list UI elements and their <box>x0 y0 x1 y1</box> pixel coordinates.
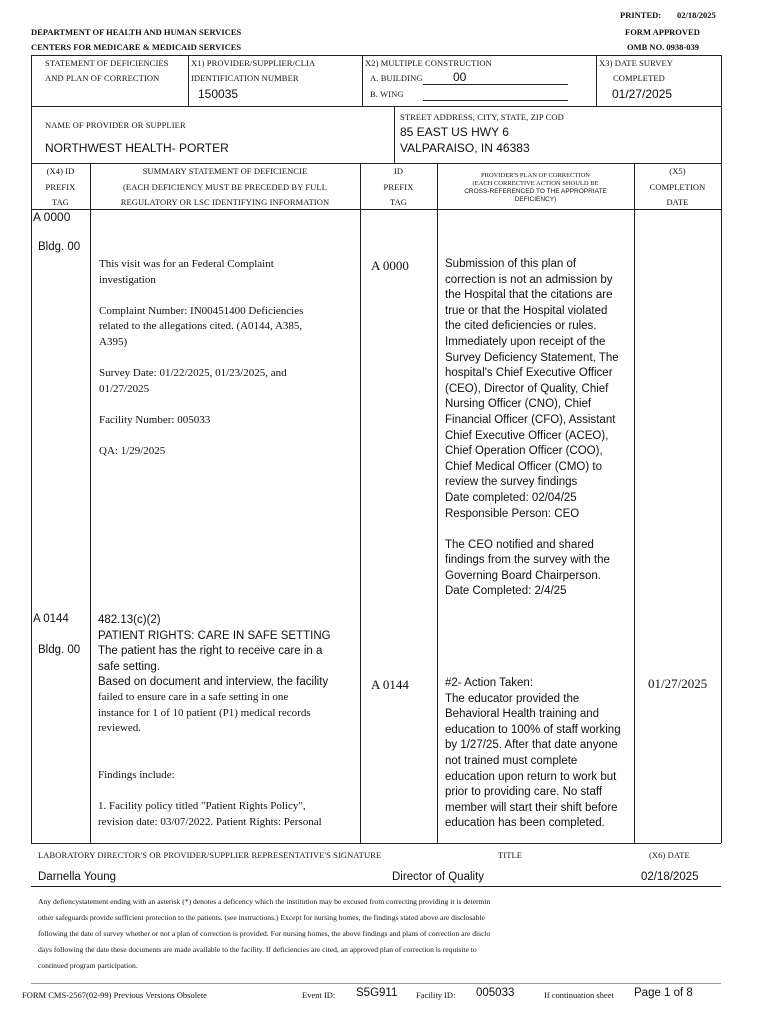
col-id-line2: PREFIX <box>383 182 414 192</box>
signer-title: Director of Quality <box>392 871 485 883</box>
summary-line <box>99 351 357 367</box>
plan-line: the Hospital that the citations are <box>445 289 613 302</box>
facility-id: 005033 <box>476 987 515 999</box>
summary-line: PATIENT RIGHTS: CARE IN SAFE SETTING <box>98 629 331 642</box>
event-id-label: Event ID: <box>302 990 336 1000</box>
omb-number: OMB NO. 0938-039 <box>627 42 700 52</box>
address-line-1: 85 EAST US HWY 6 <box>400 125 509 139</box>
plan-line: Responsible Person: CEO <box>445 507 580 520</box>
col-plan-line3: CROSS-REFERENCED TO THE APPROPRIATE <box>464 188 607 195</box>
col-id-line3: TAG <box>389 197 408 207</box>
disclaimer-line: days following the date these documents are made available to the facility. If deficiencies are cited, an approved plan of correction is requisite to <box>38 945 477 954</box>
summary-line: revision date: 03/07/2022. Patient Rights: Personal <box>98 815 322 828</box>
disclaimer-line: Any defiencystatement ending with an asterisk (*) denotes a deficency which the institution may be excused from correcting providing it is determin <box>38 897 491 906</box>
plan-line: the cited deficiencies or rules. <box>445 320 597 333</box>
summary-line: 482.13(c)(2) <box>98 614 161 626</box>
x1-label-2: IDENTIFICATION NUMBER <box>191 73 299 83</box>
cms-title: CENTERS FOR MEDICARE & MEDICAID SERVICES <box>31 42 242 52</box>
rule <box>90 163 91 843</box>
printed-label: PRINTED: <box>620 10 662 20</box>
summary-line: QA: 1/29/2025 <box>99 445 166 458</box>
rule <box>188 55 189 106</box>
rule <box>394 106 395 163</box>
plan-line: Chief Operation Officer (COO), <box>445 445 603 458</box>
signature-date: 02/18/2025 <box>641 871 699 883</box>
summary-line: The patient has the right to receive care in a <box>98 645 323 658</box>
a0144-building: Bldg. 00 <box>38 644 81 656</box>
wing-underline <box>423 100 568 101</box>
disclaimer-line: continued program participation. <box>38 961 138 970</box>
x3-label: X3) DATE SURVEY <box>599 58 674 68</box>
summary-line: instance for 1 of 10 patient (P1) medical records <box>98 706 311 719</box>
plan-line: hospital's Chief Executive Officer <box>445 367 613 380</box>
plan-line: #2- Action Taken: <box>445 677 534 689</box>
building-value: 00 <box>453 70 467 84</box>
plan-line: Chief Executive Officer (ACEO), <box>445 429 609 442</box>
title-label: TITLE <box>498 850 523 860</box>
summary-line: Based on document and interview, the facility <box>98 676 329 689</box>
rule <box>596 55 597 106</box>
col-id-line1: ID <box>393 166 404 176</box>
plan-line: (CEO), Director of Quality, Chief <box>445 382 609 395</box>
col-plan-line4: DEFICIENCY) <box>514 196 557 203</box>
a0000-summary <box>99 257 357 460</box>
plan-line: member will start their shift before <box>445 801 618 814</box>
rule <box>437 163 438 843</box>
form-number: FORM CMS-2567(02-99) Previous Versions Obsolete <box>22 990 207 1000</box>
col-plan-line1: PROVIDER'S PLAN OF CORRECTION <box>481 172 590 179</box>
a0000-building: Bldg. 00 <box>38 241 81 253</box>
plan-line: not trained must complete <box>445 754 578 767</box>
summary-line: failed to ensure care in a safe setting in one <box>98 691 289 703</box>
disclaimer <box>38 894 728 974</box>
summary-line: Facility Number: 005033 <box>99 413 211 426</box>
plan-line: The educator provided the <box>445 692 580 705</box>
a0144-summary-heading <box>98 613 358 691</box>
summary-line <box>98 737 358 753</box>
a0144-tag: A 0144 <box>33 613 69 625</box>
summary-line: reviewed. <box>98 722 142 735</box>
plan-line: Date Completed: 2/4/25 <box>445 585 567 598</box>
a0000-id: A 0000 <box>371 258 409 273</box>
plan-line: Nursing Officer (CNO), Chief <box>445 398 592 411</box>
statement-label-2: AND PLAN OF CORRECTION <box>45 73 160 83</box>
col-summary-line1: SUMMARY STATEMENT OF DEFICIENCIE <box>142 166 308 176</box>
rule <box>362 55 363 106</box>
continuation-label: If continuation sheet <box>544 990 614 1000</box>
plan-line: Survey Deficiency Statement, The <box>445 351 619 364</box>
form-approved: FORM APPROVED <box>625 27 700 37</box>
disclaimer-line: other safeguards provide sufficient protection to the patients. (see instructions.) Except for nursing homes, the findings stated above are disclosable <box>38 913 485 922</box>
x3-label-2: COMPLETED <box>613 73 665 83</box>
address-label: STREET ADDRESS, CITY, STATE, ZIP COD <box>400 112 564 122</box>
summary-line: This visit was for an Federal Complaint <box>99 258 274 270</box>
summary-line <box>99 429 357 445</box>
summary-line: Findings include: <box>98 768 175 781</box>
provider-name: NORTHWEST HEALTH- PORTER <box>45 141 229 155</box>
summary-line: 01/27/2025 <box>99 382 150 395</box>
a0144-completion-date: 01/27/2025 <box>648 676 708 691</box>
summary-line <box>99 397 357 413</box>
a0000-plan <box>445 257 633 600</box>
rule <box>31 106 721 107</box>
plan-line: education to 100% of staff working <box>445 723 621 736</box>
address-line-2: VALPARAISO, IN 46383 <box>400 141 530 155</box>
a0144-plan <box>445 676 633 832</box>
summary-line: safe setting. <box>98 660 161 673</box>
plan-line: by 1/27/25. After that date anyone <box>445 739 618 752</box>
plan-line: correction is not an admission by <box>445 273 613 286</box>
col-x5-line2: COMPLETION <box>649 182 706 192</box>
rule <box>31 886 721 887</box>
plan-line: education has been completed. <box>445 817 605 830</box>
facility-id-label: Facility ID: <box>416 990 456 1000</box>
plan-line: education upon return to work but <box>445 770 617 783</box>
plan-line: Chief Medical Officer (CMO) to <box>445 460 602 473</box>
event-id: S5G911 <box>356 987 398 999</box>
printed-date: 02/18/2025 <box>677 10 716 20</box>
plan-line: The CEO notified and shared <box>445 538 594 551</box>
col-summary-line2: (EACH DEFICIENCY MUST BE PRECEDED BY FULL <box>122 182 328 192</box>
department-title: DEPARTMENT OF HEALTH AND HUMAN SERVICES <box>31 27 242 37</box>
rule <box>634 163 635 843</box>
signature-label: LABORATORY DIRECTOR'S OR PROVIDER/SUPPLIER REPRESENTATIVE'S SIGNATURE <box>38 850 382 860</box>
rule <box>721 55 722 163</box>
summary-line <box>98 752 358 768</box>
col-x5-line1: (X5) <box>669 166 686 176</box>
disclaimer-line: following the date of survey whether or not a plan of correction is provided. For nursing homes, the above findings and plans of correction are disclo <box>38 929 491 938</box>
col-summary-line3: REGULATORY OR LSC IDENTIFYING INFORMATION <box>120 197 330 207</box>
rule <box>31 163 32 843</box>
plan-line: findings from the survey with the <box>445 554 610 567</box>
col-x4-line3: TAG <box>51 197 70 207</box>
page-number: Page 1 of 8 <box>634 987 693 999</box>
building-label: A. BUILDING <box>370 73 423 83</box>
summary-line: related to the allegations cited. (A0144, A385, <box>99 320 303 333</box>
summary-line <box>99 288 357 304</box>
col-x4-line2: PREFIX <box>45 182 76 192</box>
col-plan-line2: (EACH CORRECTIVE ACTION SHOULD BE <box>472 180 599 187</box>
a0000-tag: A 0000 <box>33 210 71 224</box>
plan-line: Financial Officer (CFO), Assistant <box>445 413 616 426</box>
provider-name-label: NAME OF PROVIDER OR SUPPLIER <box>45 120 186 130</box>
rule <box>31 983 721 984</box>
summary-line: Complaint Number: IN00451400 Deficiencies <box>99 304 304 317</box>
plan-line: review the survey findings <box>445 476 578 489</box>
summary-line: investigation <box>99 273 156 286</box>
rule <box>31 843 721 844</box>
plan-line: Date completed: 02/04/25 <box>445 491 577 504</box>
summary-line: A395) <box>99 335 128 348</box>
plan-line: Governing Board Chairperson. <box>445 569 601 582</box>
statement-label-1: STATEMENT OF DEFICIENCIES <box>45 58 169 68</box>
rule <box>31 163 721 164</box>
rule <box>360 163 361 843</box>
col-x5-line3: DATE <box>666 197 689 207</box>
plan-line: Submission of this plan of <box>445 258 577 270</box>
col-x4-line1: (X4) ID <box>46 166 75 176</box>
plan-line: true or that the Hospital violated <box>445 304 608 317</box>
provider-id: 150035 <box>198 87 239 101</box>
x2-label: X2) MULTIPLE CONSTRUCTION <box>365 58 492 68</box>
rule <box>31 55 721 56</box>
survey-date: 01/27/2025 <box>612 87 673 101</box>
plan-line: Behavioral Health training and <box>445 708 600 721</box>
summary-line <box>98 784 358 800</box>
rule <box>31 55 32 163</box>
plan-line: prior to providing care. No staff <box>445 786 603 799</box>
signer-name: Darnella Young <box>38 871 117 883</box>
wing-label: B. WING <box>370 89 404 99</box>
a0144-summary-body <box>98 690 358 830</box>
rule <box>31 209 721 210</box>
a0144-id: A 0144 <box>371 677 409 692</box>
summary-line: 1. Facility policy titled "Patient Rights Policy", <box>98 800 306 813</box>
plan-line <box>445 522 633 538</box>
building-underline <box>423 84 568 85</box>
x6-date-label: (X6) DATE <box>649 850 690 860</box>
rule <box>721 163 722 843</box>
plan-line: Immediately upon receipt of the <box>445 335 606 348</box>
x1-label: X1) PROVIDER/SUPPLIER/CLIA <box>191 58 316 68</box>
summary-line: Survey Date: 01/22/2025, 01/23/2025, and <box>99 367 287 380</box>
